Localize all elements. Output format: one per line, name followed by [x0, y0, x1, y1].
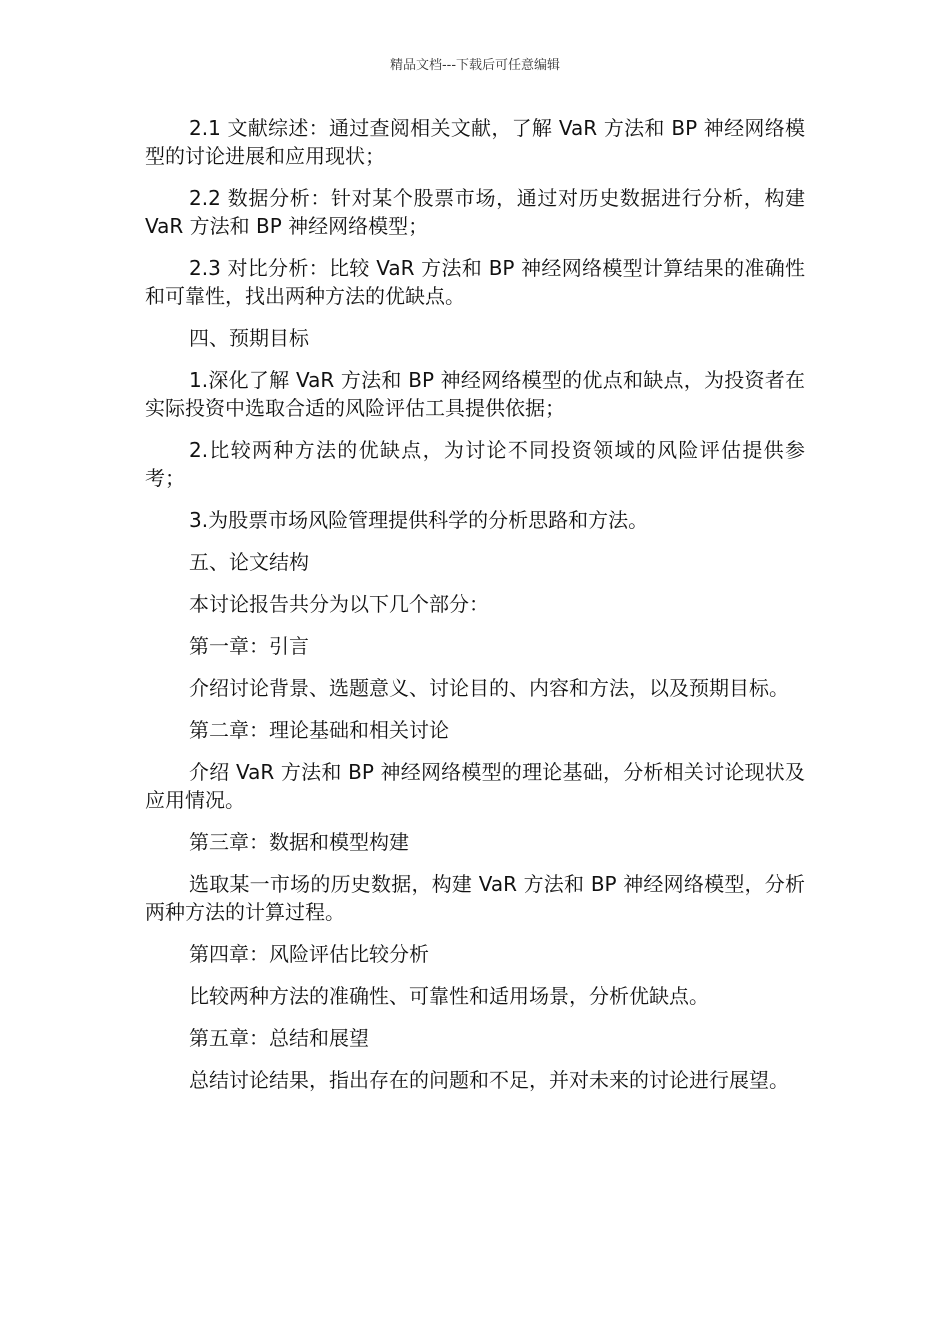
paragraph-2-3: 2.3 对比分析：比较 VaR 方法和 BP 神经网络模型计算结果的准确性和可靠性，找出两种方法的优缺点。 [145, 256, 805, 308]
page-header: 精品文档---下载后可任意编辑 [389, 58, 561, 73]
document-body [145, 114, 805, 1108]
goal-item-3: 3.为股票市场风险管理提供科学的分析思路和方法。 [189, 508, 649, 532]
chapter-4-title: 第四章：风险评估比较分析 [189, 942, 429, 966]
chapter-1-description: 介绍讨论背景、选题意义、讨论目的、内容和方法，以及预期目标。 [189, 676, 789, 700]
chapter-2-description: 介绍 VaR 方法和 BP 神经网络模型的理论基础，分析相关讨论现状及应用情况。 [145, 760, 805, 812]
chapter-2-title: 第二章：理论基础和相关讨论 [189, 718, 449, 742]
paragraph-2-1: 2.1 文献综述：通过查阅相关文献，了解 VaR 方法和 BP 神经网络模型的讨论进展和应用现状； [145, 116, 805, 168]
paragraph-2-2: 2.2 数据分析：针对某个股票市场，通过对历史数据进行分析，构建 VaR 方法和 BP 神经网络模型； [145, 186, 805, 238]
structure-intro: 本讨论报告共分为以下几个部分： [189, 592, 489, 616]
chapter-4-description: 比较两种方法的准确性、可靠性和适用场景，分析优缺点。 [189, 984, 709, 1008]
goal-item-2: 2.比较两种方法的优缺点，为讨论不同投资领域的风险评估提供参考； [145, 438, 805, 490]
chapter-3-description: 选取某一市场的历史数据，构建 VaR 方法和 BP 神经网络模型，分析两种方法的计算过程。 [145, 872, 805, 924]
section-heading-expected-goals: 四、预期目标 [189, 326, 309, 350]
chapter-5-title: 第五章：总结和展望 [189, 1026, 369, 1050]
chapter-1-title: 第一章：引言 [189, 634, 309, 658]
section-heading-thesis-structure: 五、论文结构 [189, 550, 309, 574]
chapter-5-description: 总结讨论结果，指出存在的问题和不足，并对未来的讨论进行展望。 [189, 1068, 789, 1092]
goal-item-1: 1.深化了解 VaR 方法和 BP 神经网络模型的优点和缺点，为投资者在实际投资中选取合适的风险评估工具提供依据； [145, 368, 805, 420]
chapter-3-title: 第三章：数据和模型构建 [189, 830, 409, 854]
